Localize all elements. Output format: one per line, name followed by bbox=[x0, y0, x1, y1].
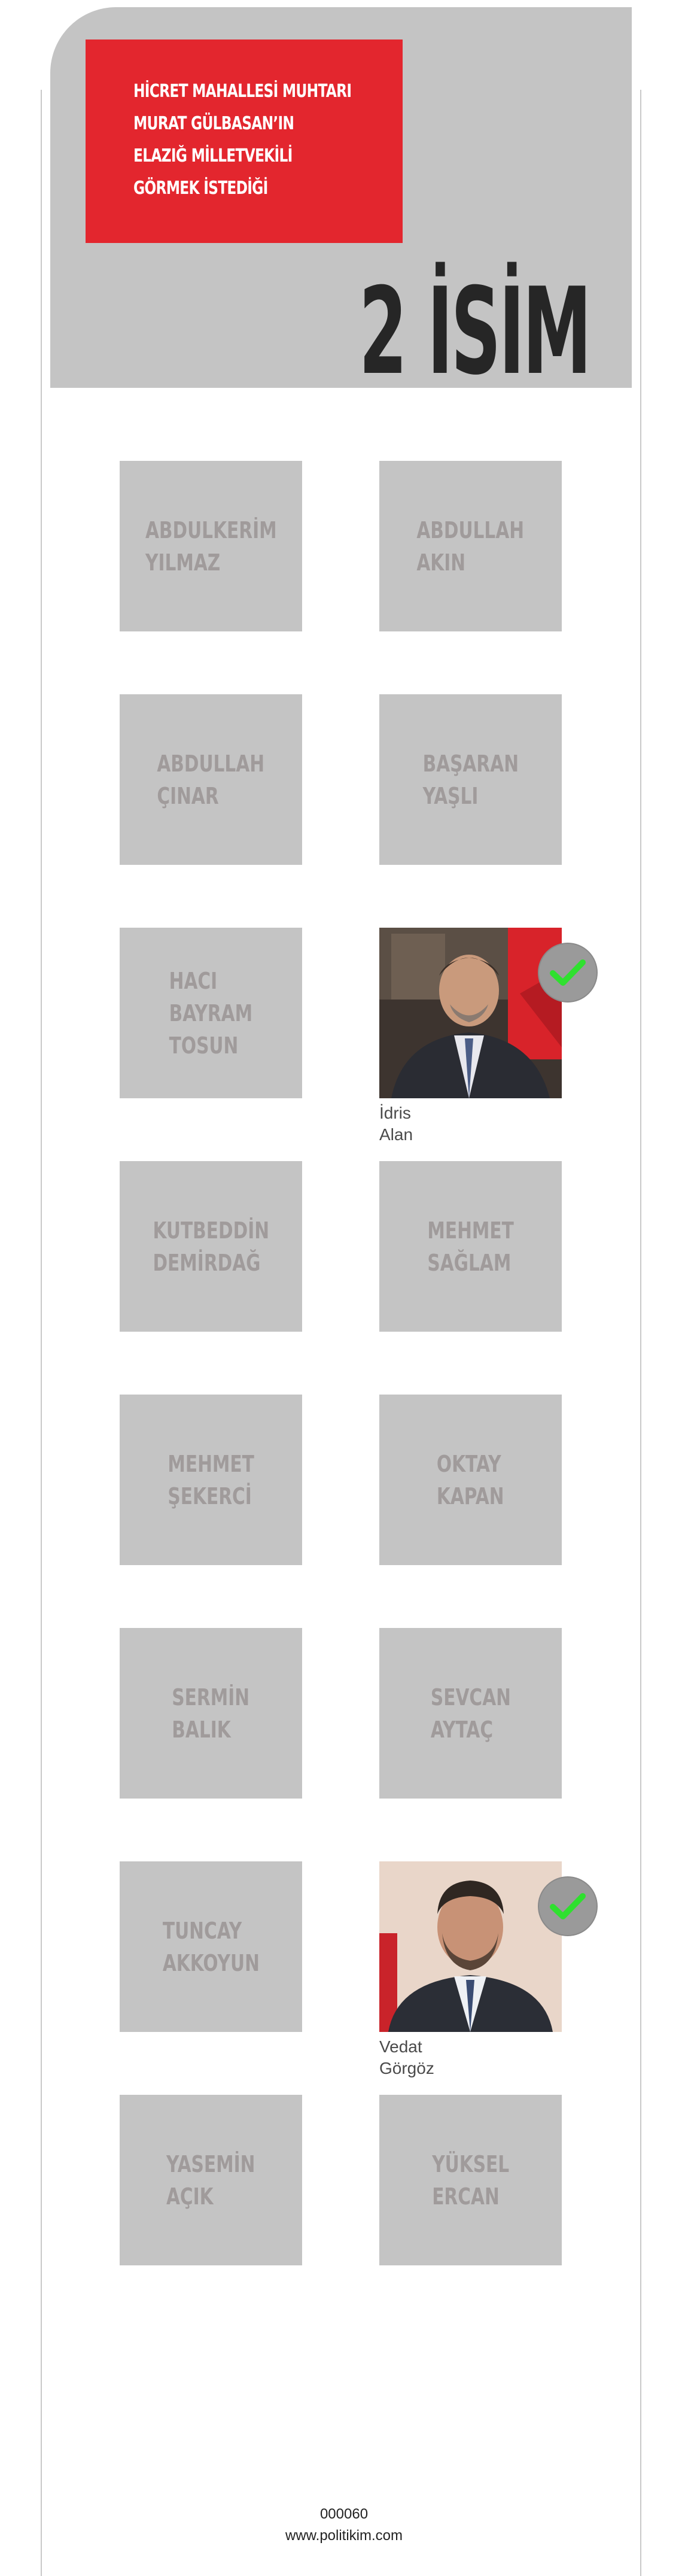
headline-box bbox=[86, 40, 403, 243]
footer-code: 000060 bbox=[319, 2506, 369, 2522]
footer-site-link[interactable]: www.politikim.com bbox=[285, 2528, 403, 2544]
candidate-tile bbox=[120, 1395, 302, 1565]
candidate-card bbox=[120, 1395, 302, 1565]
check-mark-icon bbox=[538, 943, 598, 1003]
candidate-tile bbox=[120, 928, 302, 1098]
candidate-caption: İdris Alan bbox=[379, 1104, 413, 1144]
candidate-tile bbox=[379, 1628, 562, 1799]
candidate-tile bbox=[120, 461, 302, 631]
candidate-tile bbox=[120, 1628, 302, 1799]
portrait-photo bbox=[379, 928, 562, 1098]
candidate-tile bbox=[120, 694, 302, 865]
candidate-card bbox=[379, 1395, 562, 1565]
candidate-name: MEHMET ŞEKERCİ bbox=[168, 1450, 254, 1509]
candidate-card bbox=[379, 461, 562, 631]
candidate-tile bbox=[379, 1395, 562, 1565]
candidate-card bbox=[120, 1861, 302, 2032]
candidate-tile bbox=[379, 2095, 562, 2265]
candidate-card bbox=[120, 2095, 302, 2265]
candidate-card bbox=[120, 694, 302, 865]
candidate-card bbox=[379, 1161, 562, 1332]
candidate-card bbox=[379, 1628, 562, 1799]
candidate-photo bbox=[379, 1861, 562, 2032]
candidate-name: SERMİN BALIK bbox=[172, 1684, 250, 1743]
check-mark-icon bbox=[538, 1876, 598, 1936]
candidate-name: OKTAY KAPAN bbox=[437, 1450, 504, 1509]
candidate-card bbox=[120, 928, 302, 1098]
candidate-tile bbox=[379, 461, 562, 631]
candidate-name: YASEMİN AÇIK bbox=[166, 2150, 255, 2210]
candidate-card bbox=[379, 2095, 562, 2265]
candidate-name: TUNCAY AKKOYUN bbox=[162, 1917, 260, 1976]
candidate-card bbox=[120, 1628, 302, 1799]
candidate-name: ABDULLAH ÇINAR bbox=[157, 750, 265, 809]
candidate-name: SEVCAN AYTAÇ bbox=[430, 1684, 511, 1743]
candidate-caption: Vedat Görgöz bbox=[379, 2037, 434, 2077]
candidate-card-selected bbox=[379, 1861, 562, 2077]
candidate-name: BAŞARAN YAŞLI bbox=[422, 750, 519, 809]
candidate-card bbox=[120, 1161, 302, 1332]
candidate-photo bbox=[379, 928, 562, 1098]
candidate-name: YÜKSEL ERCAN bbox=[432, 2150, 509, 2210]
count-heading: 2 İSİM bbox=[359, 262, 590, 402]
candidate-name: KUTBEDDİN DEMİRDAĞ bbox=[153, 1217, 269, 1276]
candidate-card-selected bbox=[379, 928, 562, 1144]
headline-line-4: GÖRMEK İSTEDİĞİ bbox=[133, 178, 268, 199]
candidate-tile bbox=[120, 1861, 302, 2032]
candidate-tile bbox=[120, 1161, 302, 1332]
headline-line-3: ELAZIĞ MİLLETVEKİLİ bbox=[133, 145, 293, 166]
candidate-card bbox=[379, 694, 562, 865]
candidate-tile bbox=[379, 694, 562, 865]
headline-line-1: HİCRET MAHALLESİ MUHTARI bbox=[133, 81, 352, 102]
candidate-tile bbox=[379, 1161, 562, 1332]
headline-line-2: MURAT GÜLBASAN’IN bbox=[133, 113, 294, 134]
footer bbox=[0, 2504, 688, 2547]
candidate-tile bbox=[120, 2095, 302, 2265]
candidate-name: ABDULKERİM YILMAZ bbox=[145, 517, 277, 576]
portrait-photo bbox=[379, 1861, 562, 2032]
candidate-name: HACI BAYRAM TOSUN bbox=[169, 967, 253, 1059]
candidate-name: ABDULLAH AKIN bbox=[416, 517, 525, 576]
candidate-card bbox=[120, 461, 302, 631]
candidate-name: MEHMET SAĞLAM bbox=[427, 1217, 514, 1276]
